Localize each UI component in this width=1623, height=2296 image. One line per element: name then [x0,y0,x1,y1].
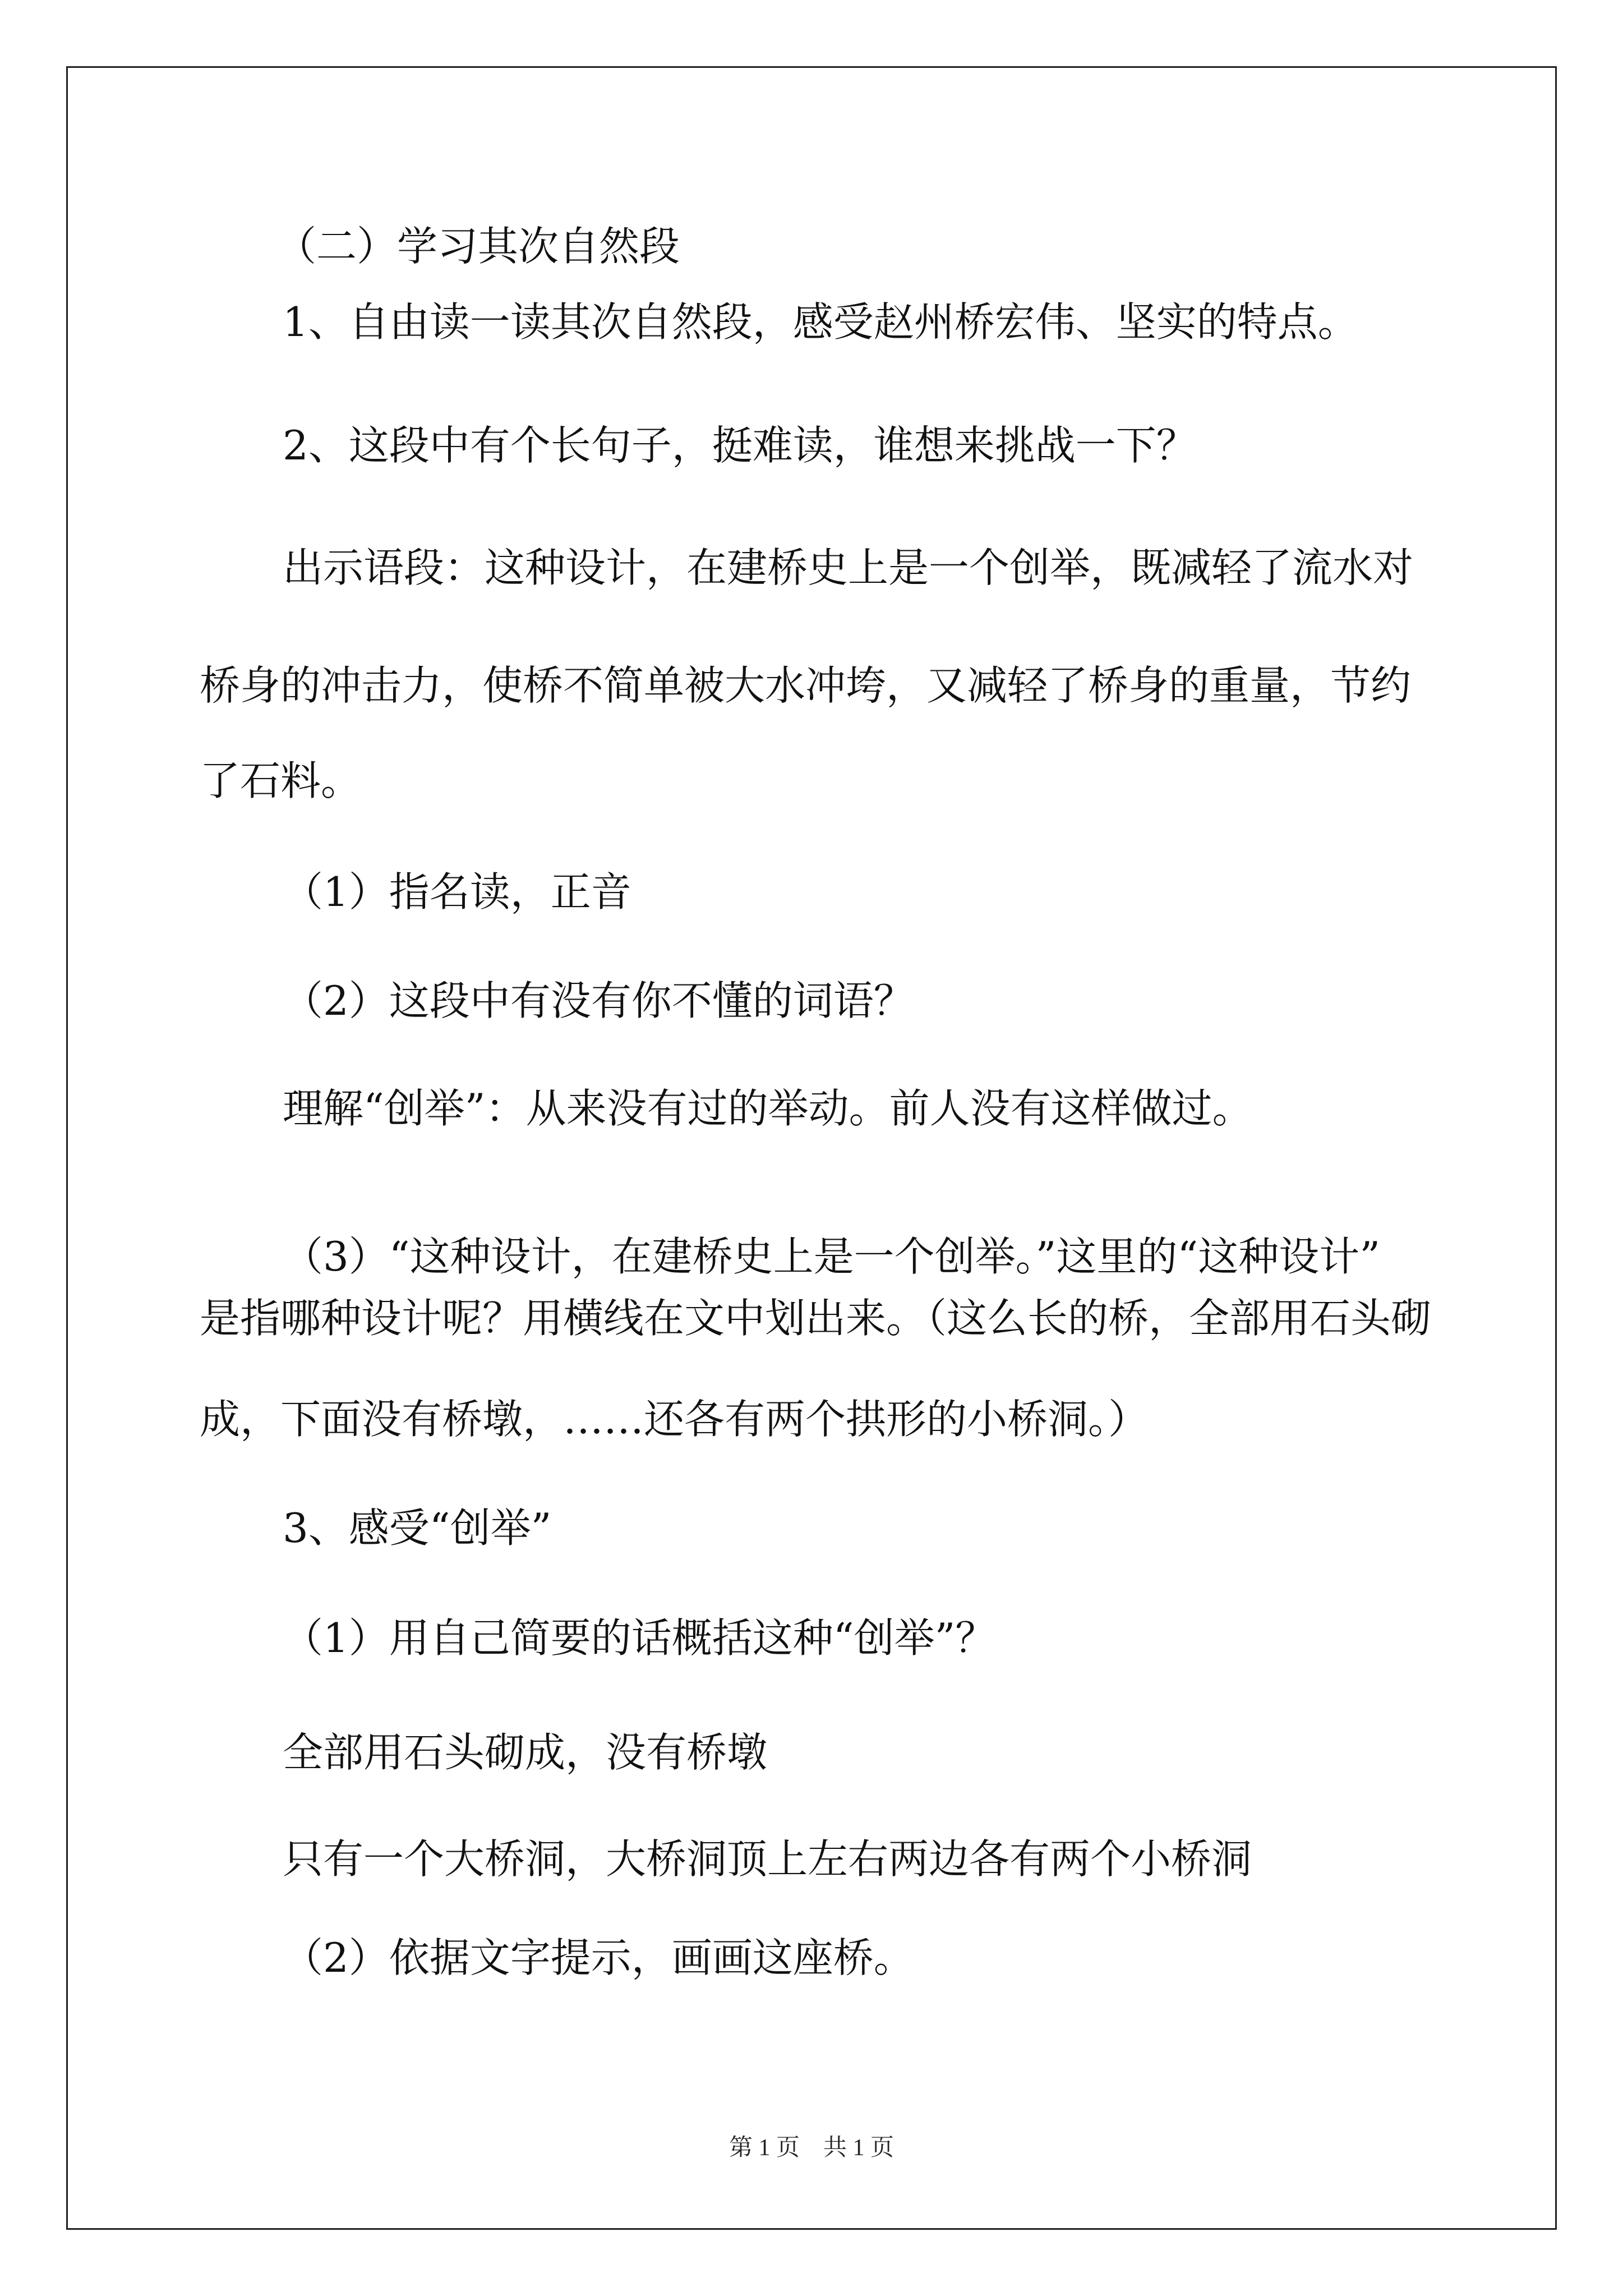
quote-line-2: 桥身的冲击力，使桥不简单被大水冲垮，又减轻了桥身的重量，节约 [200,662,1412,709]
answer-line-2: 只有一个大桥洞，大桥洞顶上左右两边各有两个小桥洞 [283,1835,1252,1883]
sub-item-2: （2）这段中有没有你不懂的词语？ [283,977,914,1024]
section-heading: （二）学习其次自然段 [276,223,680,270]
understanding-line: 理解“创举”：从来没有过的举动。前人没有这样做过。 [283,1085,1253,1132]
paragraph-item-1: 1、自由读一读其次自然段，感受赵州桥宏伟、坚实的特点。 [283,298,1358,346]
paragraph-item-2: 2、这段中有个长句子，挺难读，谁想来挑战一下？ [283,422,1197,469]
sub-item-3-line-1: （3）“这种设计，在建桥史上是一个创举。”这里的“这种设计” [283,1233,1381,1280]
paragraph-item-3: 3、感受“创举” [283,1504,552,1552]
page-footer: 第 1 页 共 1 页 [728,2135,894,2161]
item-3-sub-2: （2）依据文字提示，画画这座桥。 [283,1934,914,1981]
quote-line-1: 出示语段：这种设计，在建桥史上是一个创举，既减轻了流水对 [283,544,1414,591]
quote-line-3: 了石料。 [200,757,362,804]
page-border [66,66,1557,2230]
sub-item-1: （1）指名读，正音 [283,868,631,915]
sub-item-3-line-3: 成，下面没有桥墩，……还各有两个拱形的小桥洞。） [200,1396,1149,1443]
sub-item-3-line-2: 是指哪种设计呢？用横线在文中划出来。（这么长的桥，全部用石头砌 [200,1295,1432,1342]
answer-line-1: 全部用石头砌成，没有桥墩 [283,1729,768,1776]
item-3-sub-1: （1）用自己简要的话概括这种“创举”？ [283,1614,996,1662]
